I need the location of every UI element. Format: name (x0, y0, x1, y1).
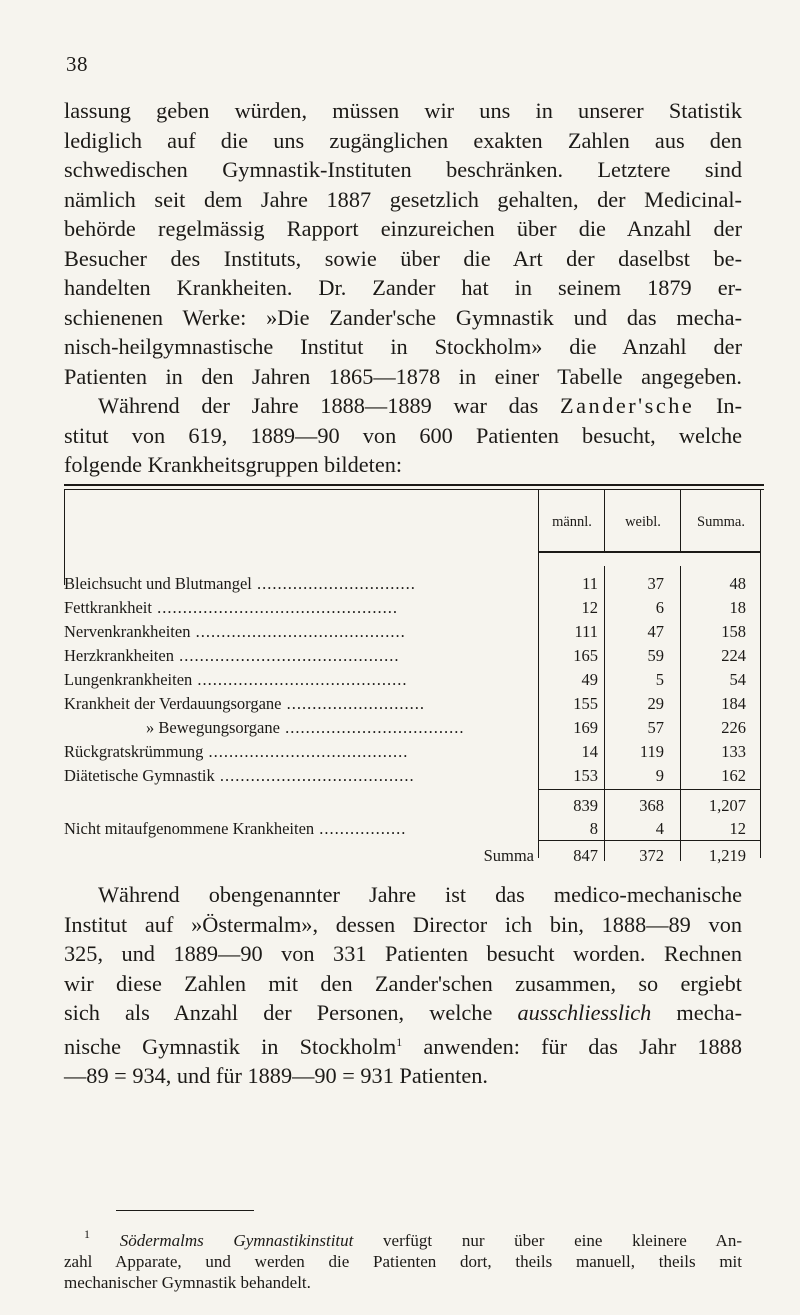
text-line: Während obengenannter Jahre ist das medico-mechanische (98, 882, 742, 907)
cell-weibl: 29 (647, 694, 664, 713)
column-header-weibl: weibl. (625, 514, 661, 530)
cell-summa: 226 (721, 718, 746, 737)
patient-statistics-table (64, 484, 764, 864)
text-line: nämlich seit dem Jahre 1887 gesetzlich gehalten, der Medicinal- (64, 186, 742, 212)
footnote-line: mechanischer Gymnastik behandelt. (64, 1273, 311, 1292)
table-row-label: Krankheit der Verdauungsorgane ........................... (64, 694, 425, 713)
paragraph-table-intro (64, 391, 742, 480)
table-row-label: » Bewegungsorgane ................................... (146, 718, 465, 737)
text-line: lediglich auf die uns zugänglichen exakten Zahlen aus den (64, 127, 742, 153)
table-row-label: Bleichsucht und Blutmangel ............................... (64, 574, 416, 593)
text-line: lassung geben würden, müssen wir uns in unserer Statistik (64, 98, 742, 123)
table-row-label: Herzkrankheiten ........................................... (64, 646, 400, 665)
text-line: folgende Krankheitsgruppen bildeten: (64, 452, 403, 477)
text-line: schienenen Werke: »Die Zander'sche Gymnastik und das mecha- (64, 304, 742, 330)
table-row-label: Fettkrankheit ............................................... (64, 598, 398, 617)
table-row-label: Diätetische Gymnastik ...................................... (64, 766, 415, 785)
table-column-rule (680, 490, 681, 552)
column-header-maennl: männl. (552, 514, 592, 530)
table-right-rule (760, 490, 761, 858)
total-rule (538, 840, 760, 841)
cell-summa: 162 (721, 766, 746, 785)
total-label: Summa (483, 846, 534, 865)
cell-weibl: 9 (655, 766, 664, 785)
text-line: Während der Jahre 1888—1889 war das Zander'sche In- (98, 393, 743, 418)
text-line: wir diese Zahlen mit den Zander'schen zusammen, so ergiebt (64, 970, 742, 996)
cell-summa: 224 (721, 646, 746, 665)
footnote-marker: 1 (396, 1034, 403, 1049)
cell-summa: 158 (721, 622, 746, 641)
text-line: behörde regelmässig Rapport einzureichen über die Anzahl der (64, 216, 742, 241)
cell-maennl: 165 (573, 646, 598, 665)
paragraph-intro (64, 96, 742, 391)
text-line: 325, und 1889—90 von 331 Patienten besucht worden. Rechnen (64, 941, 742, 966)
cell-maennl: 12 (581, 598, 598, 617)
cell-summa: 18 (729, 598, 746, 617)
table-row-label: Rückgratskrümmung ....................................... (64, 742, 409, 761)
cell-weibl: 47 (647, 622, 664, 641)
page-number: 38 (66, 52, 88, 76)
cell-maennl: 49 (581, 670, 598, 689)
total-summa: 1,219 (708, 846, 746, 865)
subtotal-summa: 1,207 (708, 796, 746, 815)
total-weibl: 372 (639, 846, 664, 865)
table-row-label: Lungenkrankheiten ......................................... (64, 670, 408, 689)
cell-maennl: 11 (582, 574, 598, 593)
text-line: Institut auf »Östermalm», dessen Director ich bin, 1888—89 von (64, 911, 742, 937)
text-line: schwedischen Gymnastik-Instituten beschränken. Letztere sind (64, 157, 742, 182)
cell-maennl: 8 (589, 819, 598, 838)
cell-weibl: 4 (655, 819, 664, 838)
subtotal-maennl: 839 (573, 796, 598, 815)
table-top-rule (64, 484, 764, 486)
cell-maennl: 111 (574, 622, 598, 641)
paragraph-oestermalm (64, 880, 742, 1091)
footnote (64, 1224, 742, 1293)
footnote-line: $^1$ Södermalms Gymnastikinstitut verfügt nur über eine kleinere An- (84, 1227, 742, 1250)
cell-weibl: 6 (655, 598, 664, 617)
cell-summa: 133 (721, 742, 746, 761)
text-line: Patienten in den Jahren 1865—1878 in einer Tabelle angegeben. (64, 363, 742, 389)
table-column-rule (680, 566, 681, 861)
cell-maennl: 155 (573, 694, 598, 713)
cell-weibl: 37 (647, 574, 664, 593)
cell-weibl: 5 (655, 670, 664, 689)
cell-maennl: 14 (581, 742, 598, 761)
cell-weibl: 57 (647, 718, 664, 737)
cell-maennl: 153 (573, 766, 598, 785)
table-row-label-excluded: Nicht mitaufgenommene Krankheiten ................. (64, 819, 407, 838)
cell-maennl: 169 (573, 718, 598, 737)
subtotal-rule (538, 789, 760, 790)
text-line: —89 = 934, und für 1889—90 = 931 Patienten. (64, 1063, 488, 1088)
text-line: stitut von 619, 1889—90 von 600 Patienten besucht, welche (64, 422, 742, 448)
text-line: Besucher des Instituts, sowie über die Art der daselbst be- (64, 245, 742, 271)
cell-weibl: 59 (647, 646, 664, 665)
text-line: sich als Anzahl der Personen, welche ausschliesslich mecha- (64, 1000, 742, 1025)
subtotal-weibl: 368 (639, 796, 664, 815)
cell-summa: 12 (729, 819, 746, 838)
total-maennl: 847 (573, 846, 598, 865)
table-column-rule (604, 490, 605, 552)
table-top-rule-thin (64, 489, 764, 490)
footnote-line: zahl Apparate, und werden die Patienten dort, theils manuell, theils mit (64, 1252, 742, 1271)
text-line: handelten Krankheiten. Dr. Zander hat in seinem 1879 er- (64, 275, 742, 300)
text-line: nische Gymnastik in Stockholm$^1$ anwenden: für das Jahr 1888 (64, 1033, 742, 1059)
cell-summa: 54 (729, 670, 746, 689)
header-rule (538, 551, 760, 553)
cell-summa: 48 (729, 574, 746, 593)
cell-summa: 184 (721, 694, 746, 713)
table-row-label: Nervenkrankheiten ......................................... (64, 622, 406, 641)
table-left-rule (64, 490, 65, 585)
column-header-summa: Summa. (697, 514, 745, 530)
cell-weibl: 119 (639, 742, 664, 761)
text-line: nisch-heilgymnastische Institut in Stockholm» die Anzahl der (64, 334, 742, 359)
footnote-rule (116, 1210, 254, 1211)
